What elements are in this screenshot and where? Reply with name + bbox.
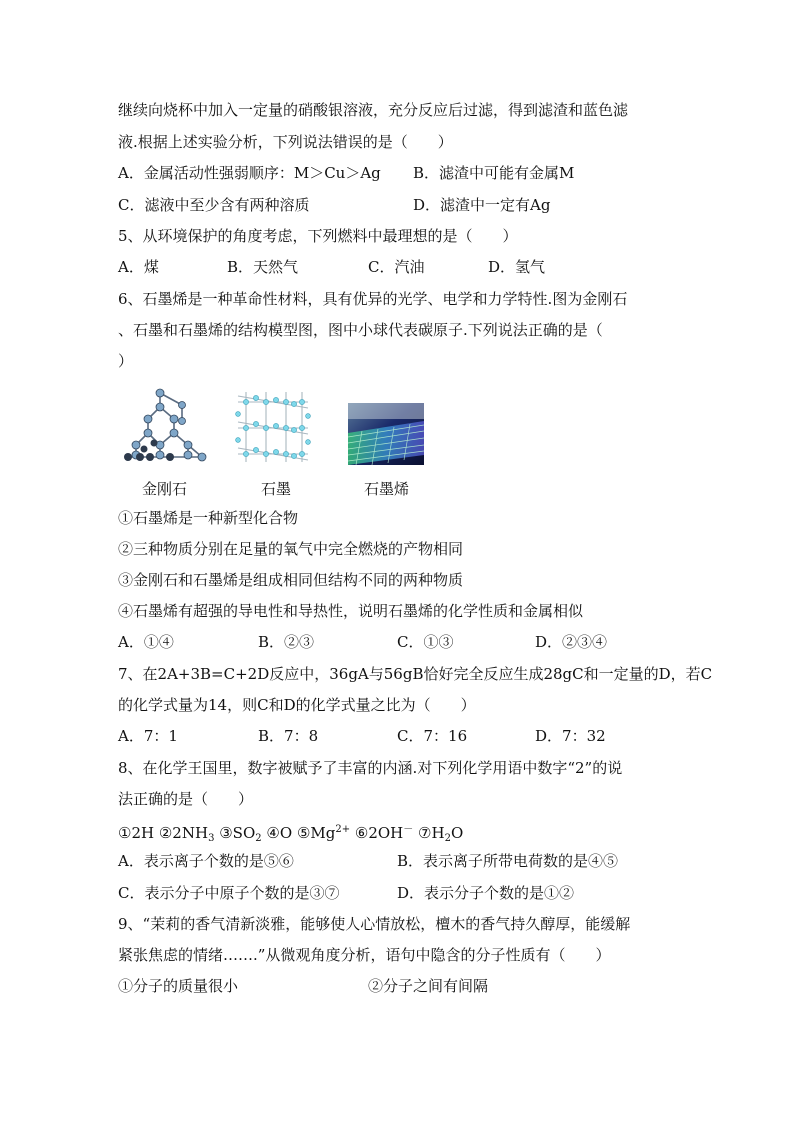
q6-statement-2: ②三种物质分别在足量的氧气中完全燃烧的产物相同 xyxy=(118,540,464,558)
q7-line1: 7、在2A+3B=C+2D反应中，36gA与56gB恰好完全反应生成28gC和一定量的D，若C xyxy=(118,665,713,683)
diamond-structure-image xyxy=(120,385,212,467)
q7-option-b: B．7：8 xyxy=(258,727,319,745)
q7-option-c: C．7：16 xyxy=(397,727,468,745)
q8-formula-list xyxy=(118,820,463,849)
q7-line2: 的化学式量为14，则C和D的化学式量之比为（ ） xyxy=(118,696,476,714)
q8-line1: 8、在化学王国里，数字被赋予了丰富的内涵.对下列化学用语中数字“2”的说 xyxy=(118,759,623,777)
q7-option-a: A．7：1 xyxy=(118,727,178,745)
q5-option-b: B．天然气 xyxy=(227,258,299,276)
q4-line1: 继续向烧杯中加入一定量的硝酸银溶液，充分反应后过滤，得到滤渣和蓝色滤 xyxy=(118,101,629,119)
q8-line2: 法正确的是（ ） xyxy=(118,790,254,808)
formula-3: $③SO_2$ xyxy=(219,824,262,844)
q9-statement-1: ①分子的质量很小 xyxy=(118,977,239,995)
formula-4: ④O xyxy=(266,824,293,842)
caption-diamond: 金刚石 xyxy=(142,480,188,498)
formula-5: $⑤Mg^{2+}$ xyxy=(296,824,351,842)
caption-graphene: 石墨烯 xyxy=(364,480,410,498)
q6-line1: 6、石墨烯是一种革命性材料，具有优异的光学、电学和力学特性.图为金刚石 xyxy=(118,290,628,308)
graphite-structure-image xyxy=(232,388,314,466)
q6-option-c: C．①③ xyxy=(397,633,454,651)
q6-option-d: D．②③④ xyxy=(535,633,608,651)
q9-line1: 9、“茉莉的香气清新淡雅，能够使人心情放松，檀木的香气持久醇厚，能缓解 xyxy=(118,915,631,933)
q6-statement-3: ③金刚石和石墨烯是组成相同但结构不同的两种物质 xyxy=(118,571,464,589)
caption-graphite: 石墨 xyxy=(261,480,292,498)
formula-7: $⑦H_2O$ xyxy=(418,824,464,844)
q5-option-d: D．氢气 xyxy=(488,258,546,276)
q7-option-d: D．7：32 xyxy=(535,727,606,745)
q8-option-d: D．表示分子个数的是①② xyxy=(397,884,575,902)
q5-option-c: C．汽油 xyxy=(368,258,425,276)
q4-line2: 液.根据上述实验分析，下列说法错误的是（ ） xyxy=(118,133,453,151)
q4-option-a: A．金属活动性强弱顺序：M＞Cu＞Ag xyxy=(118,164,381,182)
q6-statement-4: ④石墨烯有超强的导电性和导热性，说明石墨烯的化学性质和金属相似 xyxy=(118,602,584,620)
q8-option-a: A．表示离子个数的是⑤⑥ xyxy=(118,852,294,870)
q9-statement-2: ②分子之间有间隔 xyxy=(368,977,489,995)
q6-statement-1: ①石墨烯是一种新型化合物 xyxy=(118,509,299,527)
formula-1: ①2H xyxy=(118,824,155,842)
q4-option-c: C．滤液中至少含有两种溶质 xyxy=(118,196,310,214)
q6-option-a: A．①④ xyxy=(118,633,174,651)
q4-option-d: D．滤渣中一定有Ag xyxy=(413,196,551,214)
q4-option-b: B．滤渣中可能有金属M xyxy=(413,164,575,182)
q5-option-a: A．煤 xyxy=(118,258,159,276)
q6-line3: ） xyxy=(118,352,134,370)
q6-line2: 、石墨和石墨烯的结构模型图，图中小球代表碳原子.下列说法正确的是（ xyxy=(118,321,603,339)
q8-option-b: B．表示离子所带电荷数的是④⑤ xyxy=(397,852,619,870)
graphene-structure-image xyxy=(348,403,424,465)
q9-line2: 紧张焦虑的情绪…….”从微观角度分析，语句中隐含的分子性质有（ ） xyxy=(118,946,611,964)
formula-2: $②2NH_3$ xyxy=(158,824,215,844)
q8-option-c: C．表示分子中原子个数的是③⑦ xyxy=(118,884,340,902)
q6-option-b: B．②③ xyxy=(258,633,315,651)
q5-stem: 5、从环境保护的角度考虑，下列燃料中最理想的是（ ） xyxy=(118,227,518,245)
formula-6: ⑥2OH－ xyxy=(354,824,414,842)
